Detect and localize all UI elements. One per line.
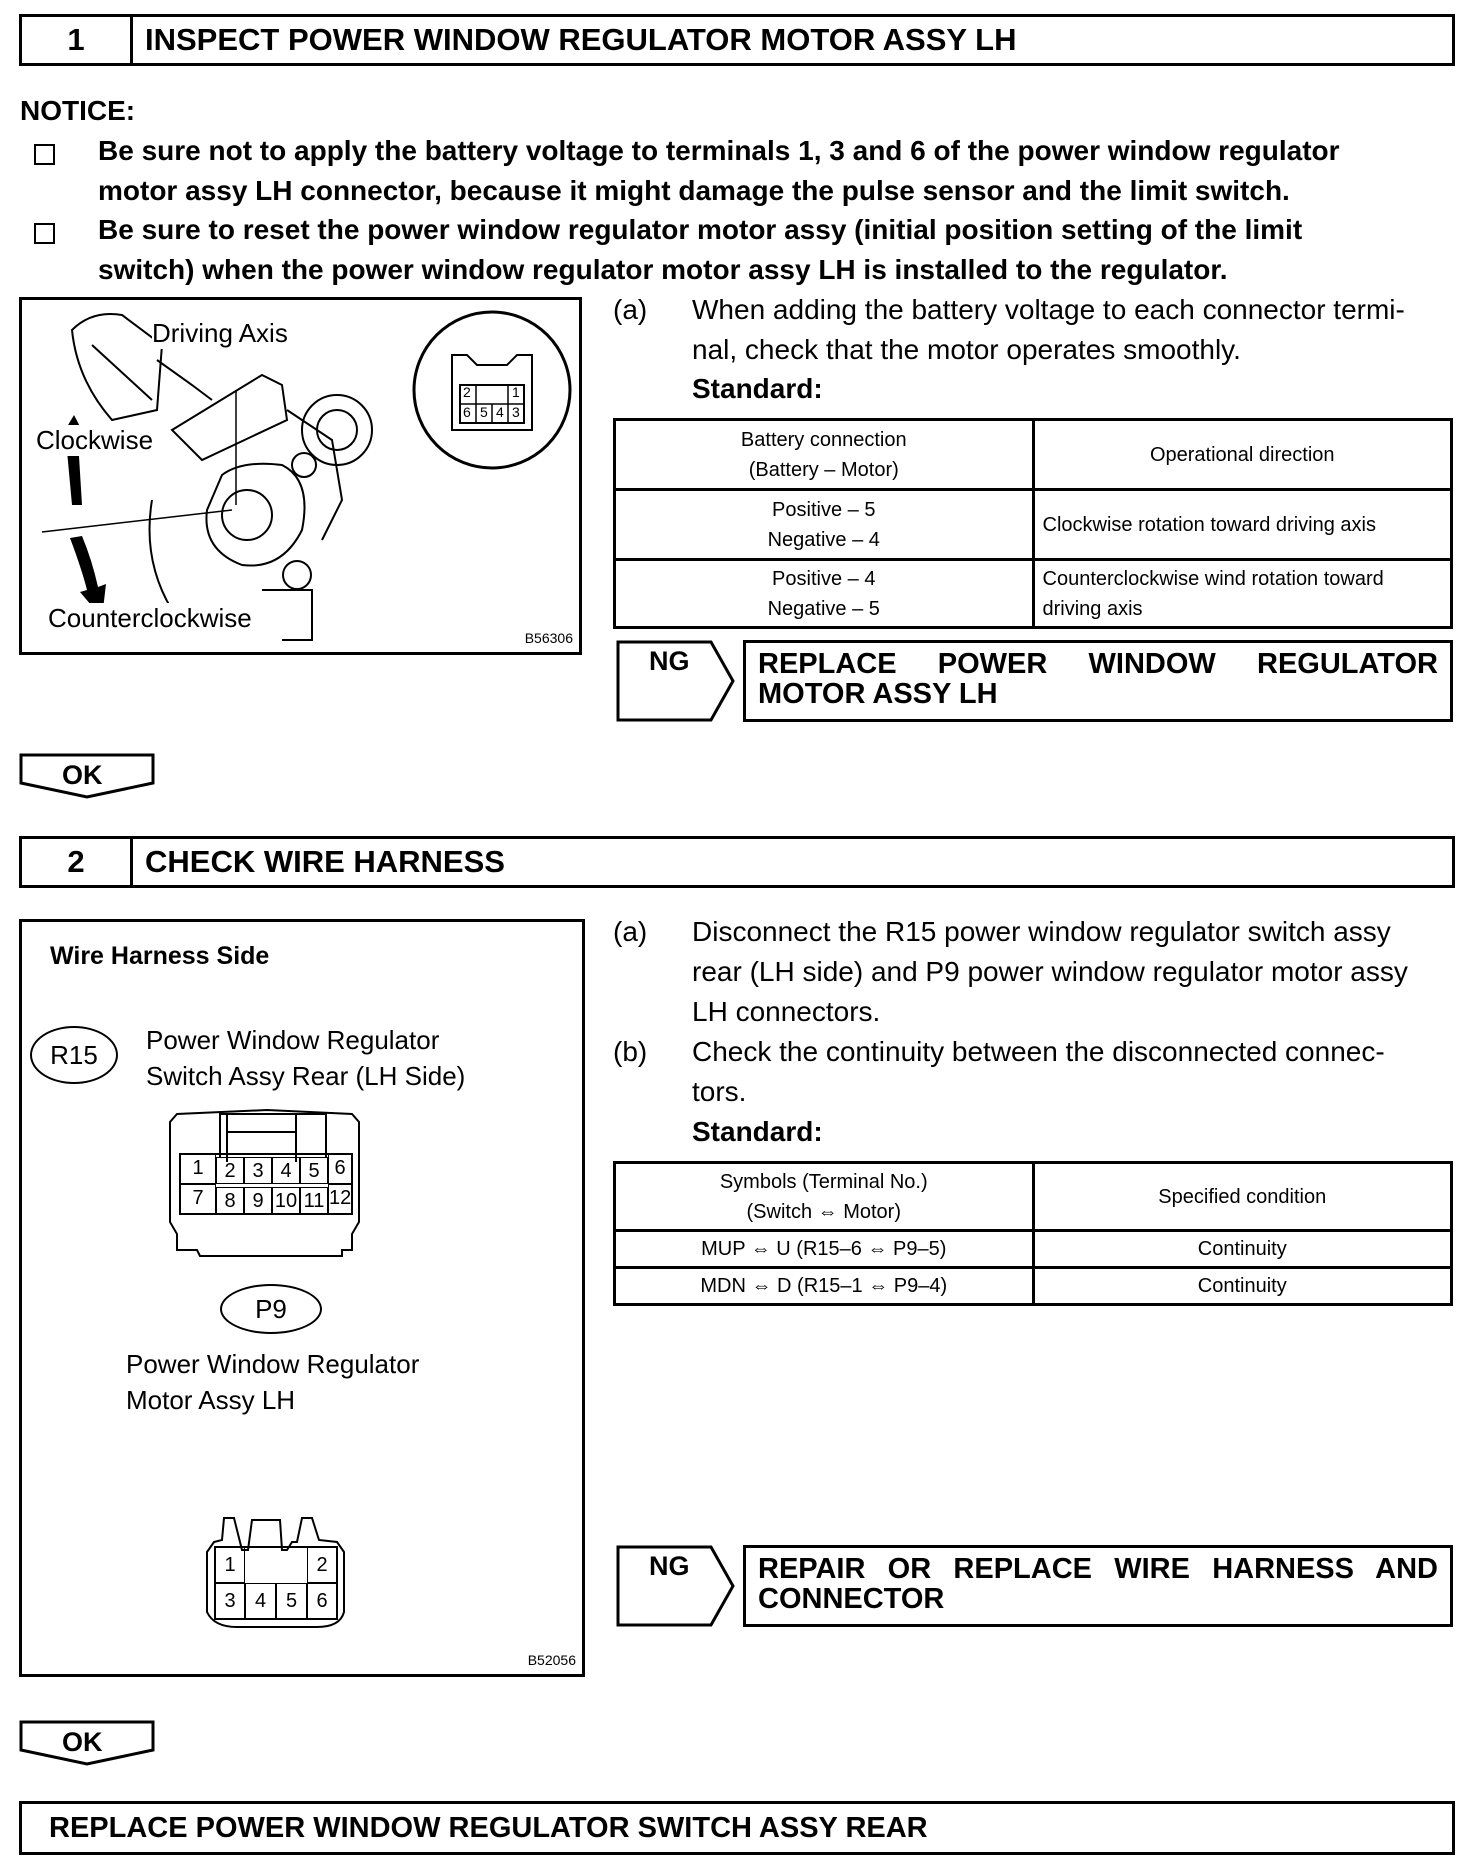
ok-branch	[19, 1720, 155, 1766]
connector-tag-p9: P9	[220, 1284, 322, 1334]
pin-cell: 4	[245, 1583, 276, 1619]
pin-cell: 6	[307, 1583, 337, 1619]
instr-line: nal, check that the motor operates smoothly.	[692, 334, 1241, 365]
pin-label: 5	[480, 404, 488, 420]
cell-text: (Battery – Motor)	[748, 458, 899, 481]
ok-label: OK	[62, 760, 103, 790]
pin-label: 6	[463, 404, 471, 420]
ng-branch	[616, 640, 736, 722]
pin-cell: 11	[300, 1187, 328, 1214]
cell-text: Symbols (Terminal No.)	[719, 1170, 928, 1193]
checkbox-icon	[34, 223, 55, 244]
table-row	[615, 560, 1452, 628]
notice-item-1-line1: Be sure not to apply the battery voltage to terminals 1, 3 and 6 of the power window regulator	[98, 135, 1340, 166]
pin-cell: 3	[244, 1157, 272, 1184]
standard-label: Standard:	[692, 1116, 823, 1147]
r15-connector	[180, 1154, 352, 1214]
table-row	[615, 490, 1452, 560]
pin-cell: 2	[307, 1547, 337, 1583]
motor-figure	[19, 297, 582, 655]
step2-header	[19, 836, 1455, 888]
connector-name-line: Power Window Regulator	[126, 1349, 420, 1379]
ng-label: NG	[649, 646, 690, 676]
notice-item-1-line2: motor assy LH connector, because it might damage the pulse sensor and the limit switch.	[98, 175, 1290, 206]
wire-harness-figure	[19, 919, 585, 1677]
motor-drawing	[22, 300, 579, 652]
step-number: 1	[22, 17, 133, 63]
ng-result-box: REPLACE POWER WINDOW REGULATOR MOTOR ASSY LH	[743, 640, 1453, 722]
figure-title: Wire Harness Side	[50, 942, 270, 970]
instr-line: When adding the battery voltage to each connector termi-	[692, 294, 1405, 325]
connector-name	[126, 1346, 419, 1418]
pin-label: 2	[463, 384, 471, 400]
pin-cell: 7	[180, 1184, 216, 1214]
counterclockwise-label: Counterclockwise	[48, 603, 252, 633]
table-cell: Continuity	[1033, 1231, 1452, 1268]
continuity-table	[613, 1161, 1453, 1306]
header-cell: Specified condition	[1033, 1163, 1452, 1231]
instr-line: Disconnect the R15 power window regulator switch assy	[692, 916, 1391, 947]
cell-text: Negative – 4	[767, 528, 880, 551]
final-title: REPLACE POWER WINDOW REGULATOR SWITCH ASSY REAR	[49, 1811, 928, 1844]
pin-cell: 1	[180, 1154, 216, 1184]
cell-text: driving axis	[1042, 597, 1143, 620]
table-cell: Continuity	[1033, 1268, 1452, 1305]
table-header-row	[615, 1163, 1452, 1231]
battery-table	[613, 418, 1453, 629]
cell-text: Positive – 4	[772, 567, 876, 590]
notice-item-2-line1: Be sure to reset the power window regulator motor assy (initial position setting of the limit	[98, 214, 1303, 245]
figure-code: B56306	[524, 630, 573, 646]
ng-branch	[616, 1545, 736, 1627]
pin-label: 4	[496, 404, 504, 420]
checkbox-icon	[34, 144, 55, 165]
header-cell: Operational direction	[1033, 420, 1452, 490]
p9-connector	[215, 1547, 337, 1619]
ok-branch	[19, 753, 155, 799]
pin-cell: 2	[216, 1157, 244, 1184]
r15-connector-body	[219, 1113, 327, 1157]
step-title: INSPECT POWER WINDOW REGULATOR MOTOR ASSY LH	[145, 22, 1017, 57]
table-cell: MUP ⇔ U (R15–6 ⇔ P9–5)	[615, 1231, 1034, 1268]
header-cell	[615, 420, 1034, 490]
table-cell	[615, 490, 1034, 560]
step-number: 2	[22, 839, 133, 885]
instr-marker: (a)	[613, 294, 648, 325]
final-step-box	[19, 1801, 1455, 1855]
pin-label: 1	[512, 384, 520, 400]
pin-cell: 9	[244, 1187, 272, 1214]
pin-cell: 3	[215, 1583, 245, 1619]
table-header-row	[615, 420, 1452, 490]
pin-label: 3	[512, 404, 520, 420]
pin-cell: 5	[276, 1583, 307, 1619]
clockwise-label: Clockwise	[36, 425, 154, 455]
cell-text: Positive – 5	[772, 498, 876, 521]
pin-cell: 12	[328, 1184, 352, 1214]
cell-text: Counterclockwise wind rotation toward	[1042, 567, 1384, 590]
connector-name-line: Switch Assy Rear (LH Side)	[146, 1061, 466, 1091]
notice-label: NOTICE:	[20, 95, 136, 126]
pin-cell: 4	[272, 1157, 300, 1184]
notice-item-2-line2: switch) when the power window regulator motor assy LH is installed to the regulator.	[98, 254, 1228, 285]
ok-label: OK	[62, 1727, 103, 1757]
table-cell: Clockwise rotation toward driving axis	[1033, 490, 1452, 560]
connector-name-line: Motor Assy LH	[126, 1385, 296, 1415]
instr-marker: (b)	[613, 1036, 648, 1067]
pin-cell: 5	[300, 1157, 328, 1184]
header-cell	[615, 1163, 1034, 1231]
pin-cell: 6	[328, 1154, 352, 1184]
connector-tag-r15: R15	[30, 1026, 118, 1084]
ng-label: NG	[649, 1551, 690, 1581]
table-cell	[1033, 560, 1452, 628]
instr-marker: (a)	[613, 916, 648, 947]
pin-cell: 10	[272, 1187, 300, 1214]
cell-text: (Switch ⇔ Motor)	[746, 1200, 901, 1223]
step1-header	[19, 14, 1455, 66]
pin-cell: 1	[215, 1547, 245, 1583]
table-cell	[615, 560, 1034, 628]
cell-text: Battery connection	[740, 428, 907, 451]
instr-line: tors.	[692, 1076, 747, 1107]
pin-cell: 8	[216, 1187, 244, 1214]
step-title: CHECK WIRE HARNESS	[145, 844, 505, 879]
figure-code: B52056	[527, 1652, 576, 1668]
standard-label: Standard:	[692, 373, 823, 404]
table-row	[615, 1231, 1452, 1268]
cell-text: Negative – 5	[767, 597, 880, 620]
instr-line: Check the continuity between the disconnected connec-	[692, 1036, 1385, 1067]
table-cell: MDN ⇔ D (R15–1 ⇔ P9–4)	[615, 1268, 1034, 1305]
connector-name-line: Power Window Regulator	[146, 1025, 440, 1055]
instr-line: rear (LH side) and P9 power window regulator motor assy	[692, 956, 1408, 987]
instr-line: LH connectors.	[692, 996, 881, 1027]
table-row	[615, 1268, 1452, 1305]
ng-result-box: REPAIR OR REPLACE WIRE HARNESS AND CONNECTOR	[743, 1545, 1453, 1627]
driving-axis-label: Driving Axis	[152, 318, 288, 348]
